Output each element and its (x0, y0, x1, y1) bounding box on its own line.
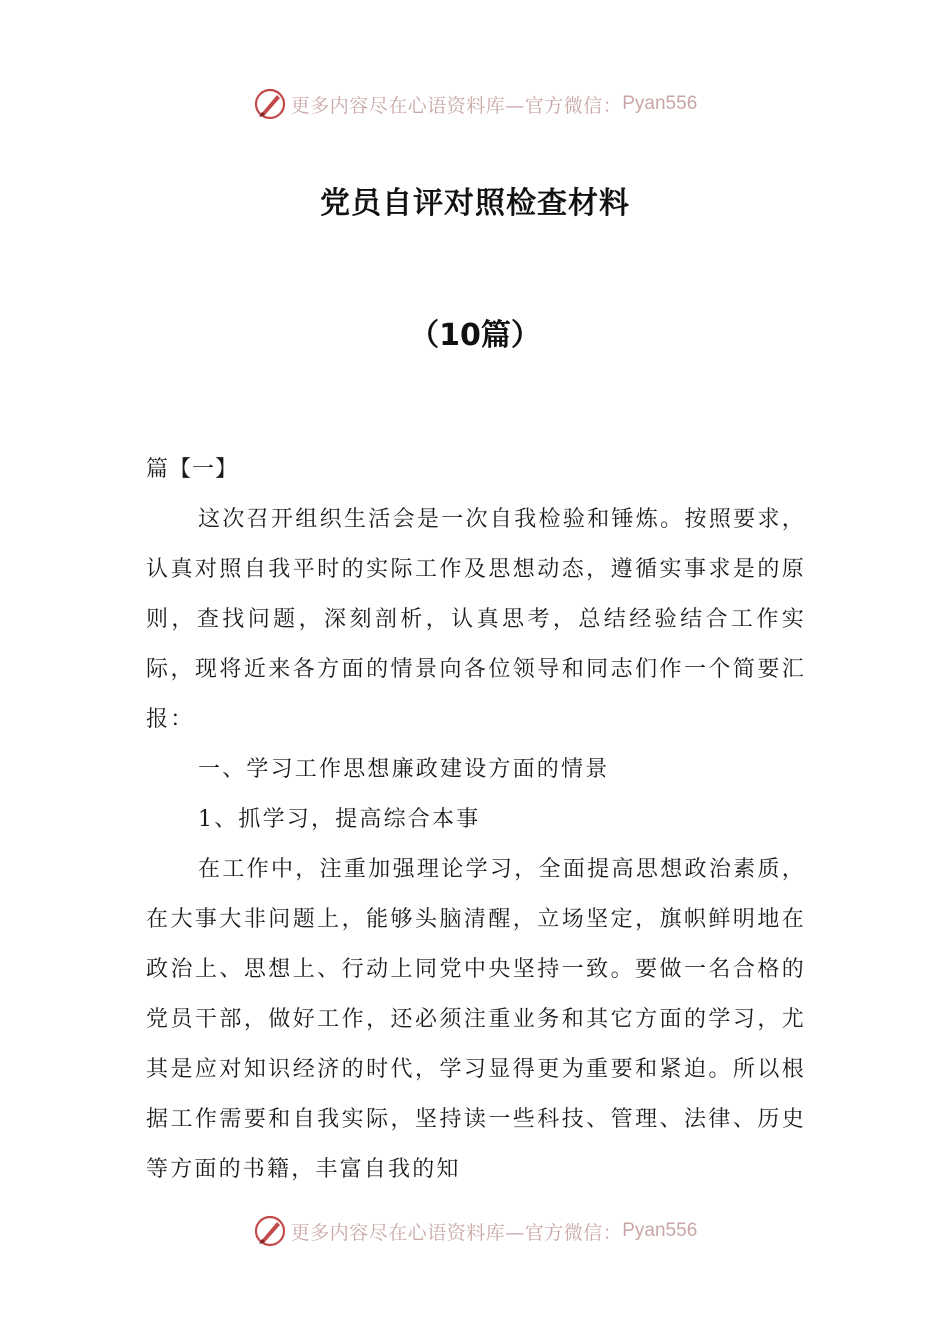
banner-text: 更多内容尽在心语资料库—官方微信： (290, 1221, 623, 1244)
pen-logo-icon (253, 87, 287, 121)
banner-wechat-id: Pyan556 (622, 93, 698, 114)
subheading-1-1: 1、抓学习，提高综合本事 (198, 807, 481, 832)
banner-wechat-id: Pyan556 (622, 1220, 698, 1241)
document-body (146, 445, 806, 1195)
subheading-1: 一、学习工作思想廉政建设方面的情景 (198, 757, 610, 782)
footer-watermark-banner (0, 1211, 950, 1251)
document-title: 党员自评对照检查材料 (320, 186, 630, 221)
paragraph-study: 在工作中，注重加强理论学习，全面提高思想政治素质，在大事大非问题上，能够头脑清醒，立场坚定，旗帜鲜明地在政治上、思想上、行动上同党中央坚持一致。要做一名合格的党员干部，做好工作，还必须注重业务和其它方面的学习，尤其是应对知识经济的时代，学习显得更为重要和紧迫。所以根据工作需要和自我实际，坚持读一些科技、管理、法律、历史等方面的书籍，丰富自我的知 (146, 857, 806, 1182)
paragraph-intro: 这次召开组织生活会是一次自我检验和锤炼。按照要求，认真对照自我平时的实际工作及思想动态，遵循实事求是的原则，查找问题，深刻剖析，认真思考，总结经验结合工作实际，现将近来各方面的情景向各位领导和同志们作一个简要汇报： (146, 507, 806, 732)
document-subtitle: （10篇） (409, 318, 541, 353)
section-label: 篇【一】 (146, 457, 239, 482)
pen-logo-icon (253, 1214, 287, 1248)
header-watermark-banner (0, 84, 950, 124)
banner-text: 更多内容尽在心语资料库—官方微信： (290, 94, 623, 117)
